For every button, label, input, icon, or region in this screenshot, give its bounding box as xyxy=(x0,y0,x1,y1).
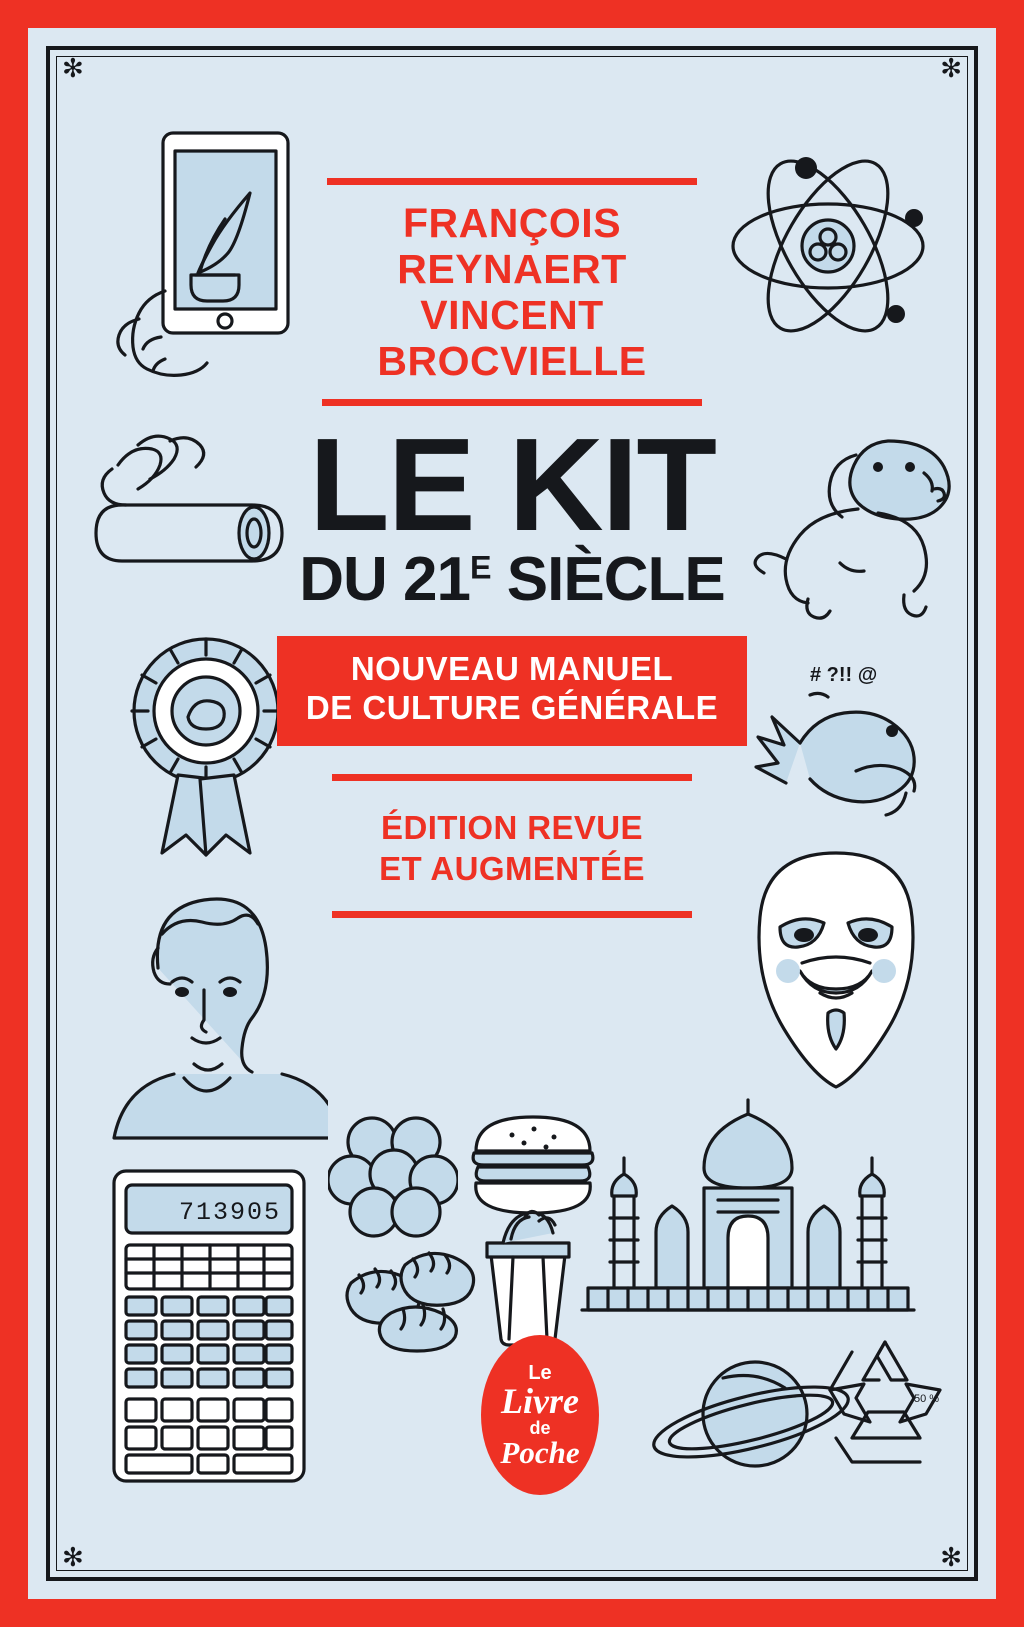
edition-line-1: ÉDITION REVUE xyxy=(381,808,643,846)
corner-mark-top-left: ✻ xyxy=(62,54,84,84)
rule-below-authors xyxy=(322,399,702,406)
calculator-display: 713905 xyxy=(178,1198,281,1227)
logo-line-4: Poche xyxy=(500,1434,580,1470)
noodle-box-icon xyxy=(473,1203,583,1348)
tablet-with-quill-icon xyxy=(103,123,318,383)
recycling-icon xyxy=(818,1328,953,1468)
rule-above-authors xyxy=(327,178,697,185)
logo-line-3: de xyxy=(529,1417,551,1438)
book-cover xyxy=(28,28,996,1599)
corner-mark-top-right: ✻ xyxy=(940,54,962,84)
author-2: VINCENT BROCVIELLE xyxy=(377,291,647,384)
bird-speech-text: # ?!! @ xyxy=(810,664,878,686)
calculator-icon xyxy=(106,1163,316,1493)
rule-above-edition xyxy=(332,774,692,781)
edition-note xyxy=(297,807,727,890)
award-rosette-icon xyxy=(106,633,306,863)
banner-line-1: NOUVEAU MANUEL xyxy=(350,650,674,688)
corner-mark-bottom-right: ✻ xyxy=(940,1543,962,1573)
subtitle-ordinal: E xyxy=(470,549,491,586)
banner-line-2: DE CULTURE GÉNÉRALE xyxy=(305,688,719,726)
logo-text xyxy=(481,1335,599,1495)
author-1: FRANÇOIS REYNAERT xyxy=(397,200,627,292)
edition-line-2: ET AUGMENTÉE xyxy=(379,850,645,888)
subtitle-suffix: SIÈCLE xyxy=(490,545,725,615)
molecule-cluster-icon xyxy=(328,1108,458,1238)
subtitle-prefix: DU 21 xyxy=(299,545,471,615)
atom-icon xyxy=(718,138,938,353)
logo-line-2: Livre xyxy=(501,1380,579,1421)
sushi-icon xyxy=(333,1243,483,1353)
publisher-logo xyxy=(481,1335,599,1495)
book-subtitle xyxy=(297,545,727,615)
anonymous-mask-icon xyxy=(728,843,943,1093)
logo-line-1: Le xyxy=(528,1361,552,1384)
banner-subtitle xyxy=(277,636,747,746)
rule-below-edition xyxy=(332,911,692,918)
dachshund-dog-icon xyxy=(728,413,958,628)
taj-mahal-icon xyxy=(568,1088,928,1328)
corner-mark-bottom-left: ✻ xyxy=(62,1543,84,1573)
book-title: LE KIT xyxy=(309,410,715,558)
twitter-bird-icon xyxy=(748,653,963,843)
pointing-hand-icon xyxy=(78,423,298,583)
cover-text-block xyxy=(297,178,727,918)
authors-block xyxy=(297,201,727,385)
recycling-label: 50 % xyxy=(914,1393,940,1405)
classical-bust-icon xyxy=(88,878,328,1148)
